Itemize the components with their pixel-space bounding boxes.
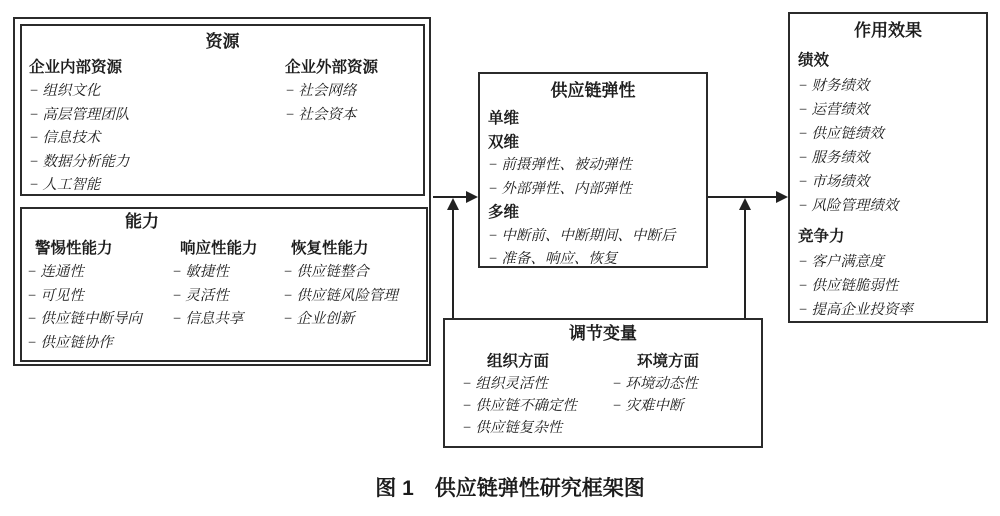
list-item: − 灵活性	[172, 287, 229, 304]
list-item: − 运营绩效	[798, 102, 870, 118]
internal-resources-list	[29, 80, 129, 198]
list-item: − 中断前、中断期间、中断后	[488, 227, 676, 244]
arrowhead-up-icon	[447, 198, 459, 210]
internal-resources-column	[29, 56, 129, 198]
single-dimension-header: 单维	[488, 110, 520, 127]
list-item: − 连通性	[27, 264, 84, 280]
list-item: − 企业创新	[283, 311, 355, 327]
list-item: − 信息共享	[172, 311, 244, 327]
list-item: − 供应链整合	[283, 264, 369, 280]
multi-dimension-list	[488, 225, 702, 272]
recovery-capability-column	[283, 237, 398, 332]
list-item: − 供应链不确定性	[462, 398, 577, 414]
organizational-moderators-list	[462, 373, 577, 439]
performance-header: 绩效	[798, 52, 830, 69]
competitiveness-list	[798, 250, 982, 322]
performance-section	[798, 48, 982, 218]
list-item: − 准备、响应、恢复	[488, 251, 618, 267]
resilience-section-single	[488, 107, 702, 131]
list-item: − 组织灵活性	[462, 376, 548, 392]
arrowhead-right-icon	[776, 191, 788, 203]
arrowhead-right-icon	[466, 191, 478, 203]
list-item: − 财务绩效	[798, 78, 870, 94]
list-item: − 供应链复杂性	[462, 420, 563, 436]
organizational-moderators-header: 组织方面	[487, 353, 550, 370]
external-resources-list	[285, 80, 378, 127]
arrow-line-moderators-to-left-path	[452, 209, 454, 318]
performance-list	[798, 74, 982, 218]
alertness-capability-list	[27, 261, 142, 355]
list-item: − 敏捷性	[172, 264, 229, 280]
double-dimension-list	[488, 154, 702, 201]
environmental-moderators-header: 环境方面	[637, 353, 700, 370]
figure-caption: 图 1 供应链弹性研究框架图	[375, 477, 645, 500]
external-resources-column	[285, 56, 378, 127]
multi-dimension-header: 多维	[488, 204, 520, 221]
capabilities-box	[20, 207, 428, 362]
list-item: − 市场绩效	[798, 174, 870, 190]
responsiveness-capability-header: 响应性能力	[180, 240, 258, 257]
competitiveness-section	[798, 224, 982, 322]
list-item: − 组织文化	[29, 83, 101, 99]
environmental-moderators-column	[612, 350, 699, 417]
resilience-box	[478, 72, 708, 268]
effects-sections	[798, 48, 982, 322]
resilience-section-double	[488, 131, 702, 202]
recovery-capability-header: 恢复性能力	[291, 240, 369, 257]
environmental-moderators-list	[612, 373, 699, 417]
list-item: − 供应链风险管理	[283, 287, 398, 304]
resilience-section-multi	[488, 201, 702, 272]
resilience-sections	[488, 107, 702, 272]
resources-capabilities-group-box	[13, 17, 431, 366]
list-item: − 供应链协作	[27, 334, 113, 351]
recovery-capability-list	[283, 261, 398, 332]
responsiveness-capability-list	[172, 261, 258, 332]
list-item: − 灾难中断	[612, 398, 684, 414]
alertness-capability-column	[27, 237, 142, 355]
effects-title: 作用效果	[854, 21, 922, 40]
list-item: − 信息技术	[29, 130, 101, 146]
resources-title: 资源	[205, 32, 240, 51]
list-item: − 提高企业投资率	[798, 302, 913, 318]
resources-box	[20, 24, 425, 196]
external-resources-header: 企业外部资源	[285, 59, 379, 76]
list-item: − 供应链脆弱性	[798, 278, 899, 294]
list-item: − 供应链绩效	[798, 126, 884, 142]
list-item: − 服务绩效	[798, 150, 870, 166]
list-item: − 环境动态性	[612, 376, 698, 392]
list-item: − 可见性	[27, 287, 84, 304]
organizational-moderators-column	[462, 350, 577, 439]
list-item: − 供应链中断导向	[27, 311, 142, 327]
capabilities-title: 能力	[125, 212, 159, 231]
responsiveness-capability-column	[172, 237, 258, 332]
alertness-capability-header: 警惕性能力	[35, 240, 113, 257]
list-item: − 人工智能	[29, 177, 101, 193]
list-item: − 高层管理团队	[29, 106, 130, 123]
moderators-box	[443, 318, 763, 448]
resilience-title: 供应链弹性	[550, 81, 636, 100]
list-item: − 客户满意度	[798, 254, 884, 270]
arrow-line-moderators-to-right-path	[744, 209, 746, 318]
competitiveness-header: 竞争力	[798, 228, 845, 245]
list-item: − 风险管理绩效	[798, 198, 899, 214]
effects-box	[788, 12, 988, 323]
list-item: − 社会资本	[285, 106, 357, 123]
list-item: − 外部弹性、内部弹性	[488, 180, 632, 197]
double-dimension-header: 双维	[488, 133, 520, 151]
list-item: − 前摄弹性、被动弹性	[488, 157, 632, 173]
internal-resources-header: 企业内部资源	[29, 59, 123, 76]
moderators-title: 调节变量	[569, 324, 637, 343]
list-item: − 社会网络	[285, 83, 357, 99]
list-item: − 数据分析能力	[29, 153, 130, 170]
arrowhead-up-icon	[739, 198, 751, 210]
